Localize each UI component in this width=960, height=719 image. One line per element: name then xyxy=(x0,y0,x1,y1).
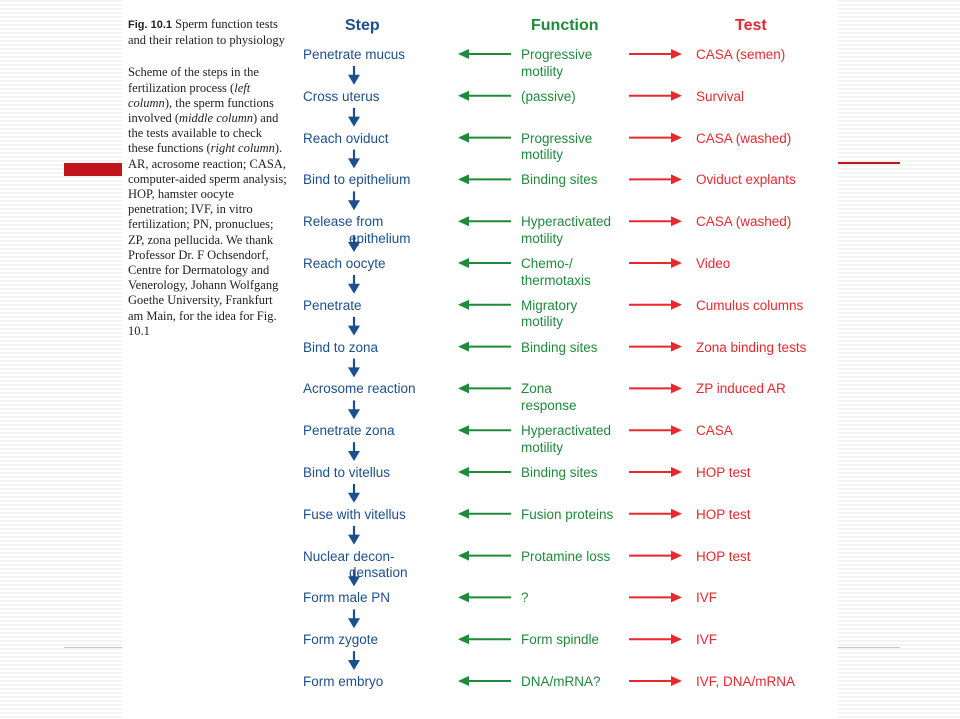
blue-down-arrow-head xyxy=(348,409,360,419)
test-cell-line: Zona binding tests xyxy=(696,339,807,355)
decorative-red-line-right xyxy=(838,162,900,164)
function-cell-line: DNA/mRNA? xyxy=(521,674,601,689)
step-cell xyxy=(303,381,416,398)
step-cell-line: Penetrate xyxy=(303,297,362,313)
function-cell xyxy=(521,256,591,289)
red-right-arrow-head xyxy=(671,551,682,561)
blue-down-arrow-head xyxy=(348,117,360,127)
step-cell-line: Bind to epithelium xyxy=(303,172,411,188)
test-cell-line: Oviduct explants xyxy=(696,172,796,188)
green-left-arrow-head xyxy=(458,634,469,644)
step-column-header: Step xyxy=(345,17,380,34)
test-cell xyxy=(696,47,785,64)
test-cell xyxy=(696,172,796,189)
test-cell xyxy=(696,256,730,273)
blue-down-arrow-head xyxy=(348,367,360,377)
step-cell xyxy=(303,507,406,524)
function-cell xyxy=(521,47,592,80)
step-cell-line: Bind to vitellus xyxy=(303,465,391,480)
blue-down-arrow-head xyxy=(348,660,360,670)
test-cell xyxy=(696,507,751,524)
test-cell-line: CASA (semen) xyxy=(696,47,786,62)
function-cell-line: Progressive xyxy=(521,47,593,62)
green-left-arrow-head xyxy=(458,551,469,561)
function-cell-line: Form spindle xyxy=(521,632,600,648)
step-cell-line: Acrosome reaction xyxy=(303,381,416,397)
step-cell xyxy=(303,256,386,273)
step-cell-line: Form zygote xyxy=(303,632,379,648)
function-cell xyxy=(521,214,611,247)
green-left-arrow-head xyxy=(458,133,469,143)
red-right-arrow-head xyxy=(671,174,682,184)
test-cell xyxy=(696,674,795,691)
red-right-arrow-head xyxy=(671,509,682,519)
step-cell-line: Fuse with vitellus xyxy=(303,506,406,522)
figure-panel xyxy=(122,0,838,719)
function-cell-line: motility xyxy=(521,230,564,246)
green-left-arrow-head xyxy=(458,467,469,477)
function-cell-line: (passive) xyxy=(521,88,576,104)
step-cell-line: Nuclear decon- xyxy=(303,548,395,564)
blue-down-arrow-head xyxy=(348,75,360,85)
blue-down-arrow-head xyxy=(348,326,360,336)
function-cell-line: Fusion proteins xyxy=(521,506,614,522)
red-right-arrow-head xyxy=(671,91,682,101)
step-cell xyxy=(303,214,411,247)
step-cell-line: Bind to zona xyxy=(303,339,379,355)
blue-down-arrow-head xyxy=(348,618,360,628)
step-cell-line: Cross uterus xyxy=(303,88,380,104)
blue-down-arrow-head xyxy=(348,200,360,210)
red-right-arrow-head xyxy=(671,592,682,602)
test-cell xyxy=(696,89,744,106)
function-cell-line: Zona xyxy=(521,381,552,397)
step-cell-line: Release from xyxy=(303,214,384,230)
step-cell xyxy=(303,340,378,357)
caption-body-part: right column xyxy=(210,141,275,156)
green-left-arrow-head xyxy=(458,425,469,435)
step-cell xyxy=(303,465,390,482)
caption-body-part: ) and the tests available to check these functions ( xyxy=(128,111,279,156)
blue-down-arrow-head xyxy=(348,451,360,461)
step-cell xyxy=(303,549,408,582)
step-cell xyxy=(303,298,362,315)
test-cell-line: HOP test xyxy=(696,548,751,564)
test-cell-line: HOP test xyxy=(696,506,751,522)
blue-down-arrow-head xyxy=(348,493,360,503)
test-cell xyxy=(696,632,717,649)
blue-down-arrow-head xyxy=(348,535,360,545)
test-cell xyxy=(696,214,791,231)
test-cell-line: Video xyxy=(696,256,731,271)
step-cell-line: Penetrate zona xyxy=(303,423,395,439)
red-right-arrow-head xyxy=(671,634,682,644)
function-cell xyxy=(521,507,613,524)
function-cell xyxy=(521,590,529,607)
figure-label: Fig. 10.1 xyxy=(128,19,173,31)
test-cell-line: IVF xyxy=(696,632,718,648)
red-right-arrow-head xyxy=(671,258,682,268)
caption-body-part: left column xyxy=(128,80,251,110)
test-cell-line: IVF xyxy=(696,590,718,606)
green-left-arrow-head xyxy=(458,383,469,393)
step-cell xyxy=(303,172,410,189)
function-cell-line: ? xyxy=(521,590,529,606)
function-cell-line: motility xyxy=(521,63,564,79)
test-cell xyxy=(696,590,717,607)
step-cell xyxy=(303,674,383,691)
caption-body-part: ). AR, acrosome reaction; CASA, computer-aided sperm analysis; HOP, hamster oocyte penetration; IVF, in vitro fertilization; PN, pronuclues; ZP, zona pellucida. We thank Professor Dr. F Ochsendorf, Centre for Dermatology and Venerology, Johann Wolfgang Goethe University, Frankfurt am Main, for the idea for Fig. 10.1 xyxy=(128,141,287,338)
green-left-arrow-head xyxy=(458,509,469,519)
function-cell xyxy=(521,381,577,414)
step-cell-line: epithelium xyxy=(349,230,411,246)
function-cell xyxy=(521,423,611,456)
green-left-arrow-head xyxy=(458,91,469,101)
function-cell-line: response xyxy=(521,397,577,413)
red-right-arrow-head xyxy=(671,300,682,310)
step-cell xyxy=(303,47,405,64)
test-cell-line: HOP test xyxy=(696,465,751,480)
decorative-gray-line-right xyxy=(838,647,900,648)
test-cell xyxy=(696,340,806,357)
function-cell-line: Binding sites xyxy=(521,339,598,355)
red-right-arrow-head xyxy=(671,133,682,143)
green-left-arrow-head xyxy=(458,49,469,59)
function-cell xyxy=(521,298,577,331)
step-cell-line: densation xyxy=(349,565,408,581)
function-cell-line: motility xyxy=(521,314,564,330)
red-right-arrow-head xyxy=(671,383,682,393)
test-column-header: Test xyxy=(735,17,767,34)
test-cell-line: IVF, DNA/mRNA xyxy=(696,674,796,689)
function-cell-line: Hyperactivated xyxy=(521,423,612,439)
test-cell xyxy=(696,465,751,482)
test-cell-line: Cumulus columns xyxy=(696,297,804,313)
function-cell-line: motility xyxy=(521,439,564,455)
function-cell-line: Chemo-/ xyxy=(521,256,573,271)
red-right-arrow-head xyxy=(671,49,682,59)
test-cell-line: ZP induced AR xyxy=(696,381,786,397)
step-cell xyxy=(303,89,380,106)
function-cell xyxy=(521,674,601,691)
function-cell xyxy=(521,172,598,189)
step-cell xyxy=(303,131,389,148)
caption-body-part: middle column xyxy=(179,111,253,126)
function-cell xyxy=(521,131,592,164)
green-left-arrow-head xyxy=(458,174,469,184)
function-cell xyxy=(521,89,576,106)
function-cell xyxy=(521,340,598,357)
green-left-arrow-head xyxy=(458,216,469,226)
caption-body-part: ), the sperm functions involved ( xyxy=(128,95,274,126)
test-cell xyxy=(696,549,751,566)
red-right-arrow-head xyxy=(671,216,682,226)
decorative-red-bar-left xyxy=(64,163,122,176)
function-cell-line: Binding sites xyxy=(521,465,598,480)
green-left-arrow-head xyxy=(458,258,469,268)
step-cell-line: Reach oocyte xyxy=(303,256,386,271)
test-cell-line: CASA xyxy=(696,423,733,439)
step-cell xyxy=(303,632,378,649)
function-column-header: Function xyxy=(531,17,599,34)
test-cell xyxy=(696,423,733,440)
step-cell-line: Form embryo xyxy=(303,674,384,689)
step-cell-line: Form male PN xyxy=(303,590,391,606)
test-cell-line: CASA (washed) xyxy=(696,130,792,146)
function-cell-line: Hyperactivated xyxy=(521,214,612,230)
test-cell xyxy=(696,131,791,148)
green-left-arrow-head xyxy=(458,300,469,310)
caption-body-part: Scheme of the steps in the fertilization process ( xyxy=(128,65,259,95)
green-left-arrow-head xyxy=(458,676,469,686)
arrows-layer xyxy=(122,0,838,719)
test-cell-line: CASA (washed) xyxy=(696,214,792,230)
blue-down-arrow-head xyxy=(348,158,360,168)
function-cell xyxy=(521,632,599,649)
function-cell-line: Progressive xyxy=(521,130,593,146)
step-cell xyxy=(303,423,395,440)
function-cell-line: motility xyxy=(521,147,564,163)
caption-short-title: Sperm function tests and their relation to physiology xyxy=(128,17,285,48)
test-cell xyxy=(696,381,786,398)
function-cell-line: thermotaxis xyxy=(521,272,591,288)
test-cell xyxy=(696,298,803,315)
test-cell-line: Survival xyxy=(696,88,745,104)
function-cell-line: Binding sites xyxy=(521,172,598,188)
decorative-gray-line-left xyxy=(64,647,122,648)
function-cell xyxy=(521,465,598,482)
step-cell-line: Penetrate mucus xyxy=(303,47,406,62)
red-right-arrow-head xyxy=(671,425,682,435)
blue-down-arrow-head xyxy=(348,284,360,294)
step-cell xyxy=(303,590,390,607)
red-right-arrow-head xyxy=(671,467,682,477)
green-left-arrow-head xyxy=(458,342,469,352)
red-right-arrow-head xyxy=(671,676,682,686)
green-left-arrow-head xyxy=(458,592,469,602)
function-cell-line: Protamine loss xyxy=(521,548,611,564)
function-cell xyxy=(521,549,610,566)
function-cell-line: Migratory xyxy=(521,297,578,313)
red-right-arrow-head xyxy=(671,342,682,352)
step-cell-line: Reach oviduct xyxy=(303,130,389,146)
